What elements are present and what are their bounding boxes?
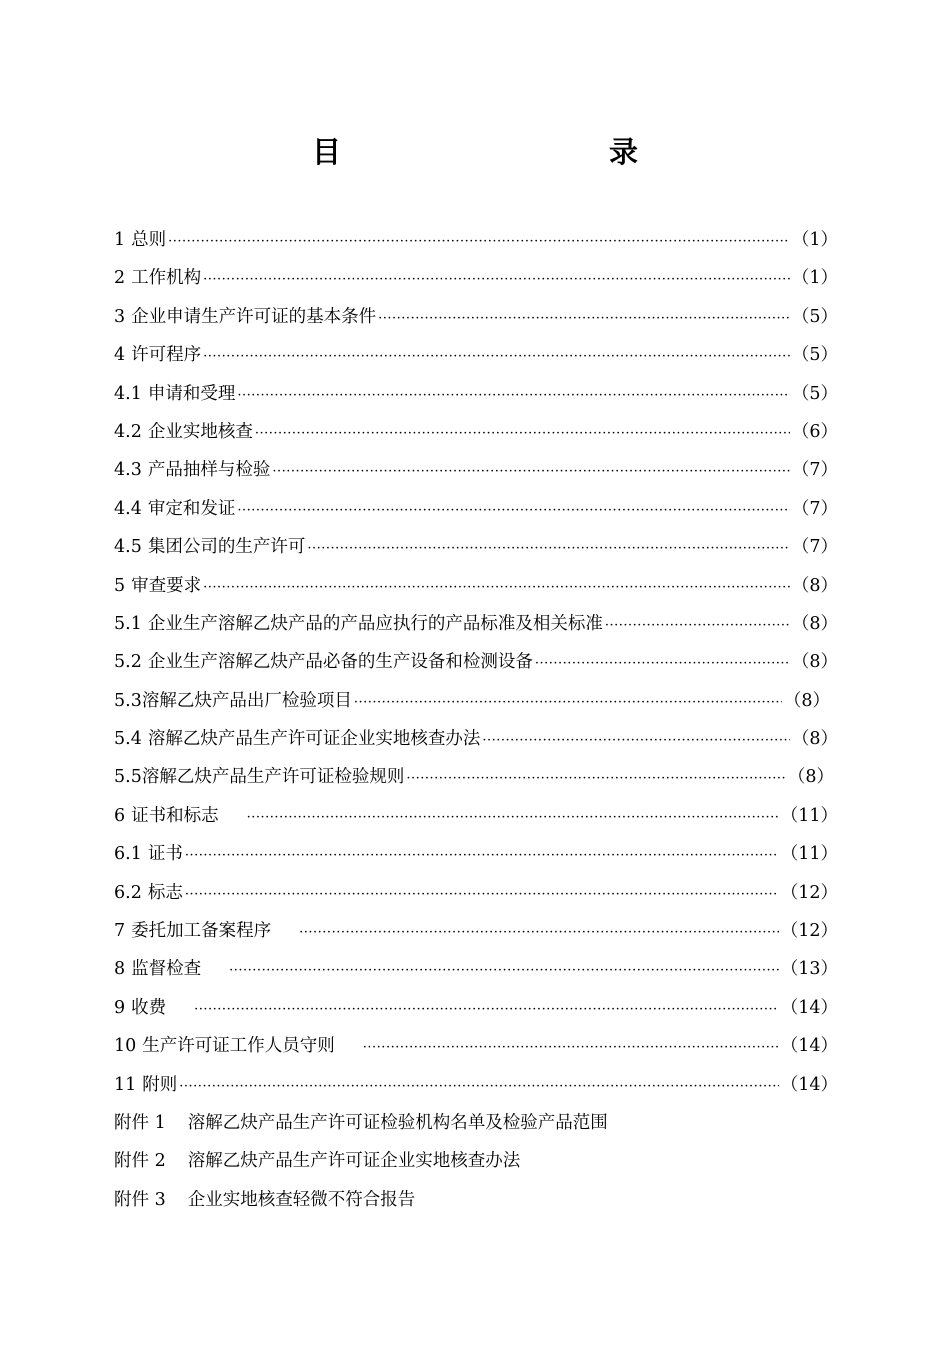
dot-leader — [354, 695, 782, 710]
toc-number: 5.2 — [114, 652, 142, 673]
toc-page: （1） — [791, 230, 838, 250]
dot-leader — [247, 810, 779, 825]
toc-page: （7） — [791, 498, 838, 519]
toc-page: （13） — [780, 959, 838, 980]
toc-entry[interactable] — [114, 1032, 838, 1070]
toc-label: 委托加工备案程序 — [131, 921, 272, 942]
toc-label: 企业生产溶解乙炔产品的产品应执行的产品标准及相关标准 — [147, 613, 603, 634]
toc-entry[interactable] — [114, 572, 838, 610]
toc-label: 集团公司的生产许可 — [147, 537, 306, 558]
toc-page: （8） — [783, 690, 830, 711]
attachment-entry[interactable] — [114, 1109, 838, 1147]
toc-entry[interactable] — [114, 610, 838, 648]
toc-page: （11） — [780, 844, 838, 865]
dot-leader — [203, 272, 790, 287]
attachment-number: 附件 2 — [114, 1151, 166, 1172]
attachment-number: 附件 1 — [114, 1112, 166, 1133]
toc-number: 3 — [114, 306, 126, 327]
dot-leader — [203, 580, 790, 595]
toc-number: 4.3 — [114, 460, 142, 481]
toc-label: 溶解乙炔产品生产许可证检验规则 — [141, 767, 405, 788]
dot-leader — [482, 733, 790, 748]
toc-entry[interactable] — [114, 303, 838, 341]
toc-label: 收费 — [131, 997, 167, 1018]
toc-entry[interactable] — [114, 763, 838, 801]
toc-entry[interactable] — [114, 264, 838, 302]
toc-entry[interactable] — [114, 879, 838, 917]
toc-page: （1） — [791, 268, 838, 289]
toc-entry[interactable] — [114, 495, 838, 533]
toc-page: （5） — [791, 306, 838, 327]
toc-page: （6） — [791, 421, 838, 442]
toc-number: 4.4 — [114, 498, 142, 519]
toc-number: 4.5 — [114, 537, 142, 558]
dot-leader — [605, 618, 790, 633]
toc-number: 7 — [114, 921, 126, 942]
toc-entry[interactable] — [114, 955, 838, 993]
toc-page: （14） — [780, 1074, 838, 1095]
dot-leader — [185, 887, 779, 902]
toc-number: 6.2 — [114, 882, 142, 903]
table-of-contents — [114, 226, 838, 1224]
toc-label: 审查要求 — [131, 575, 202, 596]
toc-number: 2 — [114, 268, 126, 289]
toc-number: 8 — [114, 959, 126, 980]
toc-label: 总则 — [131, 230, 167, 250]
toc-number: 11 — [114, 1074, 137, 1095]
toc-page: （8） — [791, 652, 838, 673]
toc-label: 申请和受理 — [147, 383, 236, 404]
toc-page: （5） — [791, 383, 838, 404]
toc-entry[interactable] — [114, 994, 838, 1032]
toc-number: 4.2 — [114, 421, 142, 442]
attachment-entry[interactable] — [114, 1147, 838, 1185]
dot-leader — [255, 426, 790, 441]
toc-page: （12） — [780, 921, 838, 942]
toc-number: 5.1 — [114, 613, 142, 634]
toc-number: 5.4 — [114, 729, 142, 750]
toc-number: 5.5 — [114, 767, 142, 788]
toc-label: 许可程序 — [131, 345, 202, 366]
toc-page: （7） — [791, 460, 838, 481]
dot-leader — [185, 848, 779, 863]
toc-number: 5.3 — [114, 690, 142, 711]
toc-label: 产品抽样与检验 — [147, 460, 271, 481]
toc-page: （8） — [791, 575, 838, 596]
toc-page: （5） — [791, 345, 838, 366]
dot-leader — [272, 464, 790, 479]
toc-label: 附则 — [142, 1074, 178, 1095]
toc-entry[interactable] — [114, 456, 838, 494]
toc-number: 1 — [114, 230, 126, 250]
toc-page: （7） — [791, 537, 838, 558]
toc-entry[interactable] — [114, 648, 838, 686]
toc-page: （8） — [787, 767, 834, 788]
dot-leader — [535, 656, 790, 671]
toc-label: 证书和标志 — [131, 805, 219, 826]
toc-number: 4.1 — [114, 383, 142, 404]
toc-page: （12） — [780, 882, 838, 903]
toc-label: 企业生产溶解乙炔产品必备的生产设备和检测设备 — [147, 652, 533, 673]
attachment-label: 企业实地核查轻微不符合报告 — [187, 1189, 416, 1210]
dot-leader — [378, 311, 790, 326]
toc-number: 10 — [114, 1036, 137, 1057]
toc-number: 6 — [114, 805, 126, 826]
dot-leader — [363, 1040, 779, 1055]
toc-entry[interactable] — [114, 380, 838, 418]
page-title: 目 录 — [311, 135, 708, 169]
toc-entry[interactable] — [114, 341, 838, 379]
toc-entry[interactable] — [114, 687, 838, 725]
toc-entry[interactable] — [114, 226, 838, 264]
toc-label: 证书 — [147, 844, 183, 865]
toc-label: 溶解乙炔产品生产许可证企业实地核查办法 — [147, 729, 481, 750]
dot-leader — [307, 541, 790, 556]
toc-entry[interactable] — [114, 418, 838, 456]
toc-label: 溶解乙炔产品出厂检验项目 — [141, 690, 352, 711]
toc-entry[interactable] — [114, 1071, 838, 1109]
dot-leader — [168, 234, 790, 249]
dot-leader — [237, 388, 790, 403]
toc-entry[interactable] — [114, 725, 838, 763]
attachment-label: 溶解乙炔产品生产许可证检验机构名单及检验产品范围 — [187, 1112, 608, 1133]
toc-label: 标志 — [147, 882, 183, 903]
toc-page: （14） — [780, 1036, 838, 1057]
toc-page: （8） — [791, 613, 838, 634]
toc-number: 5 — [114, 575, 126, 596]
toc-entry[interactable] — [114, 802, 838, 840]
toc-number: 9 — [114, 997, 126, 1018]
toc-number: 4 — [114, 345, 126, 366]
dot-leader — [179, 1079, 778, 1094]
dot-leader — [237, 503, 790, 518]
toc-page: （14） — [780, 997, 838, 1018]
toc-label: 审定和发证 — [147, 498, 236, 519]
toc-label: 工作机构 — [131, 268, 202, 289]
dot-leader — [229, 963, 779, 978]
dot-leader — [203, 349, 790, 364]
dot-leader — [406, 771, 786, 786]
toc-number: 6.1 — [114, 844, 142, 865]
toc-page: （11） — [780, 805, 838, 826]
toc-page: （8） — [791, 729, 838, 750]
attachment-label: 溶解乙炔产品生产许可证企业实地核查办法 — [187, 1151, 521, 1172]
attachment-entry[interactable] — [114, 1186, 838, 1224]
toc-label: 生产许可证工作人员守则 — [142, 1036, 335, 1057]
toc-label: 监督检查 — [131, 959, 202, 980]
attachment-number: 附件 3 — [114, 1189, 166, 1210]
dot-leader — [299, 925, 779, 940]
toc-entry[interactable] — [114, 533, 838, 571]
toc-label: 企业申请生产许可证的基本条件 — [131, 306, 377, 327]
toc-label: 企业实地核查 — [147, 421, 253, 442]
toc-entry[interactable] — [114, 840, 838, 878]
toc-entry[interactable] — [114, 917, 838, 955]
dot-leader — [194, 1002, 779, 1017]
